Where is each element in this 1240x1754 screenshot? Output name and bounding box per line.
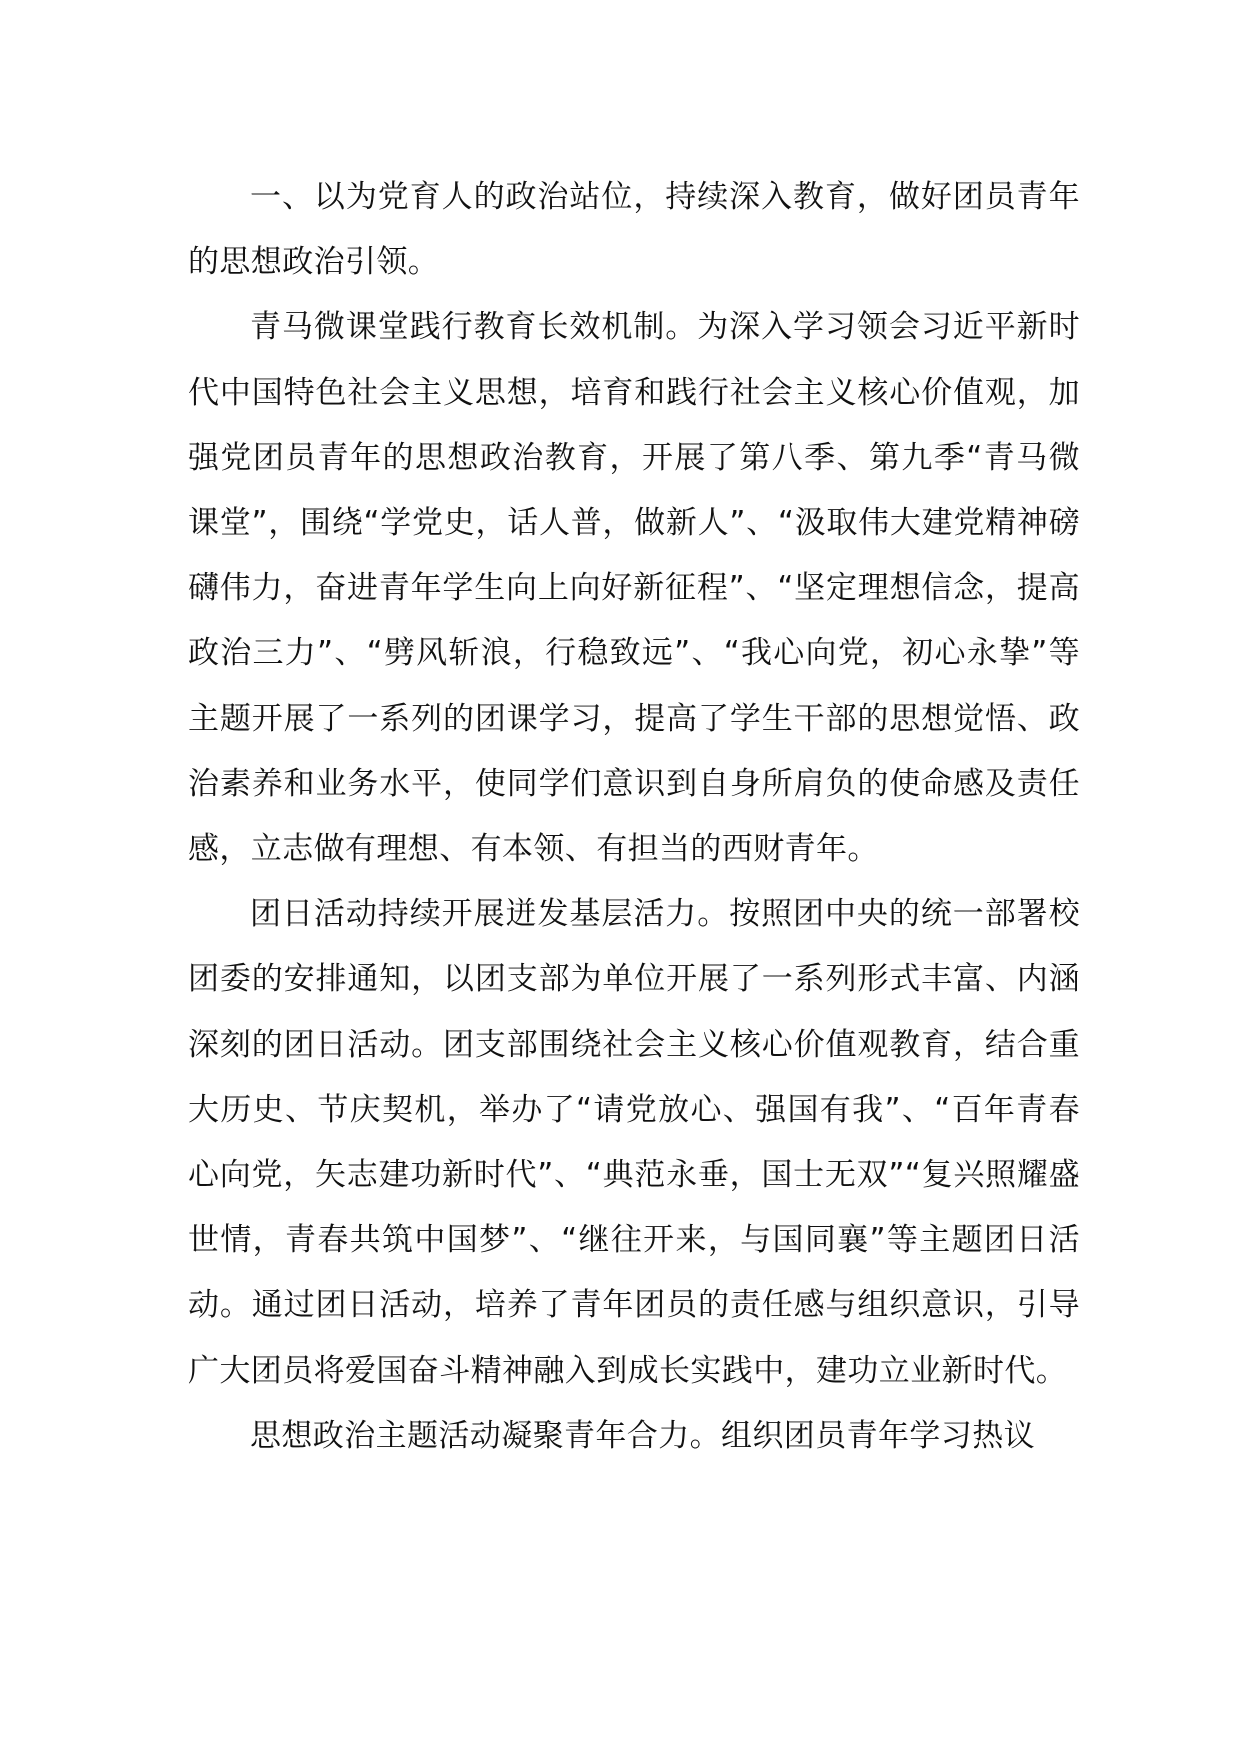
league-day-activities-paragraph: 团日活动持续开展迸发基层活力。按照团中央的统一部署校团委的安排通知，以团支部为单位开展了一系列形式丰富、内涵深刻的团日活动。团支部围绕社会主义核心价值观教育，结合重大历史、节庆契机，举办了“请党放心、强国有我”、“百年青春心向党，矢志建功新时代”、“典范永垂，国士无双”“复兴照耀盛世情，青春共筑中国梦”、“继往开来，与国同襄”等主题团日活动。通过团日活动，培养了青年团员的责任感与组织意识，引导广大团员将爱国奋斗精神融入到成长实践中，建功立业新时代。 (188, 896, 1080, 1389)
section-heading-paragraph: 一、以为党育人的政治站位，持续深入教育，做好团员青年的思想政治引领。 (188, 179, 1080, 281)
political-theme-activities-paragraph: 思想政治主题活动凝聚青年合力。组织团员青年学习热议 (250, 1417, 1035, 1454)
document-body (188, 165, 1080, 1469)
qingma-classroom-paragraph: 青马微课堂践行教育长效机制。为深入学习领会习近平新时代中国特色社会主义思想，培育和践行社会主义核心价值观，加强党团员青年的思想政治教育，开展了第八季、第九季“青马微课堂”，围绕“学党史，话人普，做新人”、“汲取伟大建党精神磅礴伟力，奋进青年学生向上向好新征程”、“坚定理想信念，提高政治三力”、“劈风斩浪，行稳致远”、“我心向党，初心永挚”等主题开展了一系列的团课学习，提高了学生干部的思想觉悟、政治素养和业务水平，使同学们意识到自身所肩负的使命感及责任感，立志做有理想、有本领、有担当的西财青年。 (188, 309, 1080, 868)
